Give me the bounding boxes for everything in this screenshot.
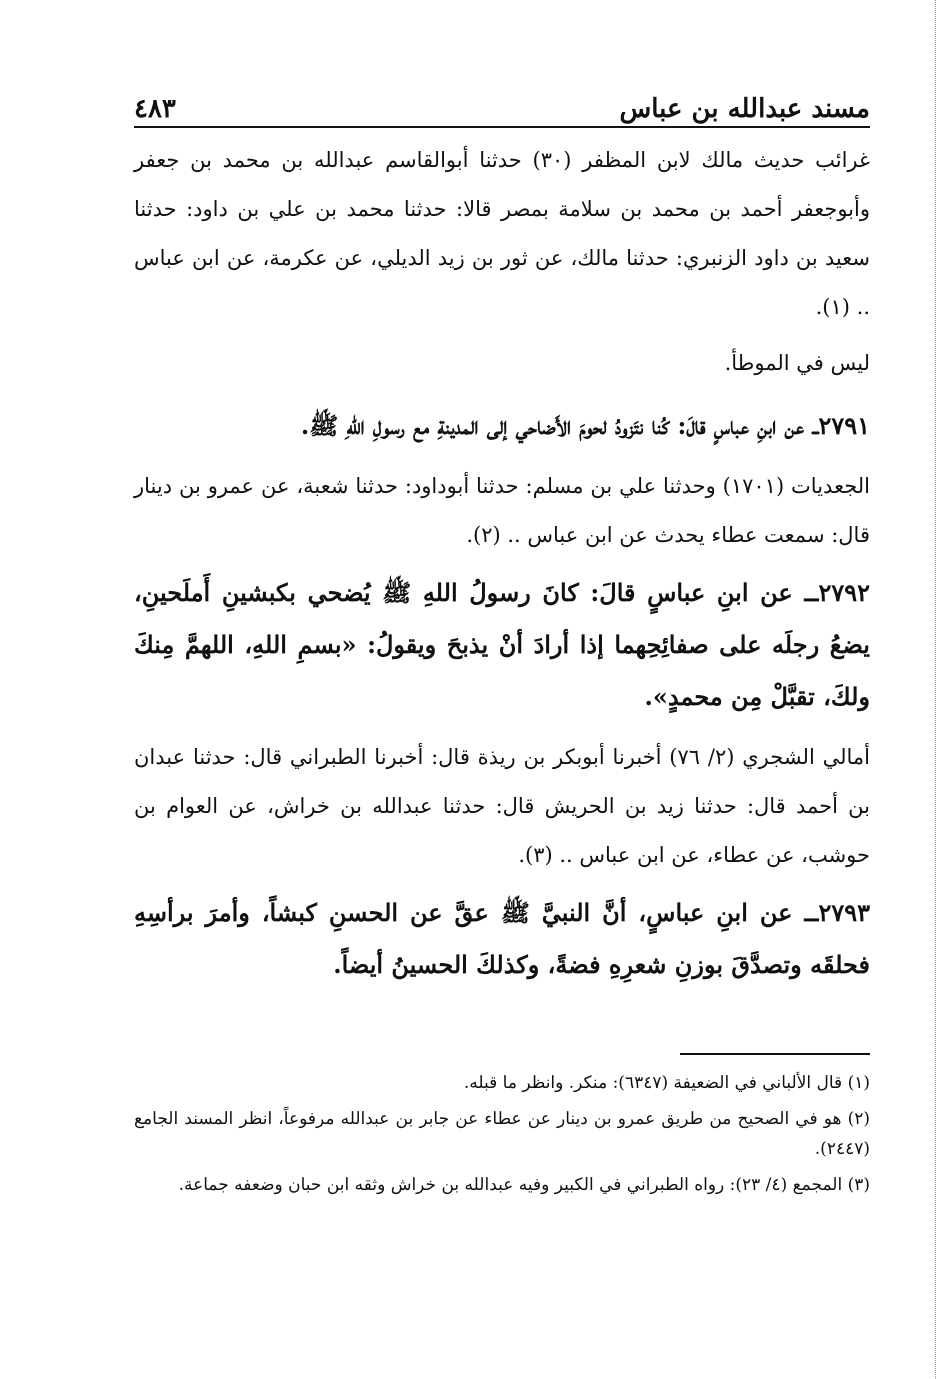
- running-title: مسند عبدالله بن عباس: [619, 94, 870, 124]
- footnote-divider: [680, 1053, 870, 1055]
- main-text: [134, 136, 870, 1001]
- hadith-2791: ٢٧٩١ــ عن ابنِ عباسٍ قالَ: كُنا نتَزودُ لحومَ الأَضاحي إلى المدينةِ مع رسولِ اللهِ ﷺ.: [300, 411, 870, 440]
- running-header: [134, 84, 870, 124]
- note-line: ليس في الموطأ.: [724, 351, 870, 375]
- scan-edge-marks: [935, 0, 944, 1379]
- source-paragraph-1: غرائب حديث مالك لابن المظفر (٣٠) حدثنا أبوالقاسم عبدالله بن محمد بن جعفر وأبوجعفر أحمد بن محمد بن سلامة بمصر قالا: حدثنا محمد بن علي بن داود: حدثنا سعيد بن داود الزنبري: حدثنا مالك، عن ثور بن زيد الديلي، عن عكرمة، عن ابن عباس .. (١).: [134, 148, 870, 319]
- source-paragraph-3: أمالي الشجري (٢/ ٧٦) أخبرنا أبوبكر بن ريذة قال: أخبرنا الطبراني قال: حدثنا عبدان بن أحمد قال: حدثنا زيد بن الحريش قال: حدثنا عبدالله بن خراش، عن العوام بن حوشب، عن عطاء، عن ابن عباس .. (٣).: [134, 745, 870, 867]
- footnote-2: (٢) هو في الصحيح من طريق عمرو بن دينار عن عطاء عن جابر بن عبدالله مرفوعاً، انظر المسند الجامع (٢٤٤٧).: [134, 1109, 870, 1159]
- source-paragraph-2: الجعديات (١٧٠١) وحدثنا علي بن مسلم: حدثنا أبوداود: حدثنا شعبة، عن عمرو بن دينار قال: سمعت عطاء يحدث عن ابن عباس .. (٢).: [134, 474, 870, 547]
- hadith-2793: ٢٧٩٣ــ عن ابنِ عباسٍ، أنَّ النبيَّ ﷺ عقَّ عن الحسنِ كبشاً، وأمرَ برأسِهِ فحلقَه وتصدَّقَ بوزنِ شعرِهِ فضةً، وكذلكَ الحسينُ أيضاً.: [134, 898, 870, 979]
- header-divider: [134, 126, 870, 128]
- hadith-2792: ٢٧٩٢ــ عن ابنِ عباسٍ قالَ: كانَ رسولُ اللهِ ﷺ يُضحي بكبشينِ أَملَحينِ، يضعُ رجلَه على صفائِحِهما إذا أرادَ أنْ يذبحَ ويقولُ: «بسمِ اللهِ، اللهمَّ مِنكَ ولكَ، تقبَّلْ مِن محمدٍ».: [134, 578, 871, 711]
- footnotes: [134, 1068, 870, 1206]
- footnote-3: (٣) المجمع (٤/ ٢٣): رواه الطبراني في الكبير وفيه عبدالله بن خراش وثقه ابن حبان وضعفه جماعة.: [178, 1175, 870, 1195]
- footnote-1: (١) قال الألباني في الضعيفة (٦٣٤٧): منكر. وانظر ما قبله.: [463, 1073, 870, 1093]
- page-number: ٤٨٣: [134, 94, 176, 124]
